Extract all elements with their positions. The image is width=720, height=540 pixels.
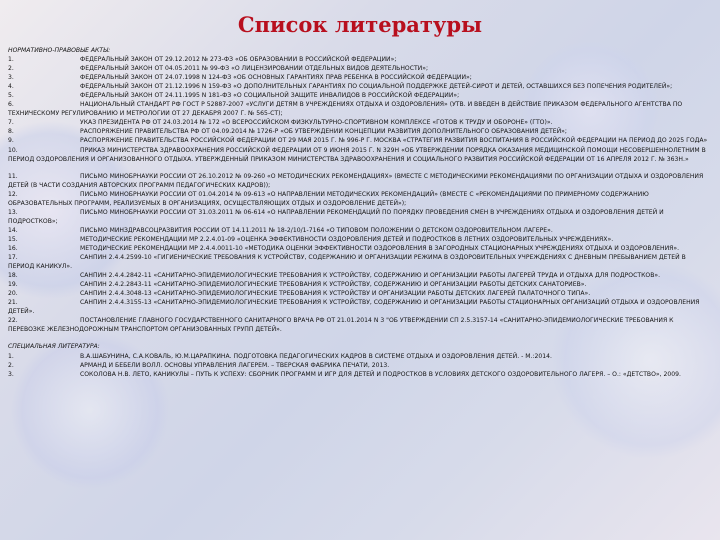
list-item <box>8 226 708 235</box>
item-text: МЕТОДИЧЕСКИЕ РЕКОМЕНДАЦИИ МР 2.4.4.0011-10 «МЕТОДИКА ОЦЕНКИ ЭФФЕКТИВНОСТИ ОЗДОРОВЛЕНИЯ В ЗАГОРОДНЫХ СТАЦИОНАРНЫХ УЧРЕЖДЕНИЯХ ОТДЫХА И ОЗДОРОВЛЕНИЯ». <box>80 244 680 252</box>
item-number: 20. <box>8 290 18 298</box>
item-number: 2. <box>8 361 14 369</box>
item-number: 18. <box>8 272 18 280</box>
list-item <box>8 136 708 145</box>
item-number: 11. <box>8 172 18 180</box>
list-item <box>8 370 708 379</box>
item-text: САНПИН 2.4.4.3048-13 «САНИТАРНО-ЭПИДЕМИОЛОГИЧЕСКИЕ ТРЕБОВАНИЯ К УСТРОЙСТВУ И ОРГАНИЗАЦИИ РАБОТЫ ДЕТСКИХ ЛАГЕРЕЙ ПАЛАТОЧНОГО ТИПА». <box>80 290 591 298</box>
item-number: 3. <box>8 74 14 82</box>
list-item <box>8 235 708 244</box>
item-text: СОКОЛОВА Н.В. ЛЕТО, КАНИКУЛЫ – ПУТЬ К УСПЕХУ: СБОРНИК ПРОГРАММ И ИГР ДЛЯ ДЕТЕЙ И ПОДРОСТКОВ В УСЛОВИЯХ ДЕТСКОГО ОЗДОРОВИТЕЛЬНОГО ЛАГЕРЯ. – О.: «ДЕТСТВО», 2009. <box>80 370 681 378</box>
item-text: САНПИН 2.4.4.2842-11 «САНИТАРНО-ЭПИДЕМИОЛОГИЧЕСКИЕ ТРЕБОВАНИЯ К УСТРОЙСТВУ, СОДЕРЖАНИЮ И ОРГАНИЗАЦИИ РАБОТЫ ЛАГЕРЕЙ ТРУДА И ОТДЫХА ДЛЯ ПОДРОСТКОВ». <box>80 272 661 280</box>
item-text: РАСПОРЯЖЕНИЕ ПРАВИТЕЛЬСТВА РФ ОТ 04.09.2014 № 1726-Р «ОБ УТВЕРЖДЕНИИ КОНЦЕПЦИИ РАЗВИТИЯ ДОПОЛНИТЕЛЬНОГО ОБРАЗОВАНИЯ ДЕТЕЙ»; <box>80 128 567 136</box>
list-item <box>8 289 708 298</box>
list-item <box>8 280 708 289</box>
item-text: В.А.ШАБУНИНА, С.А.КОВАЛЬ, Ю.М.ЦАРАПКИНА. ПОДГОТОВКА ПЕДАГОГИЧЕСКИХ КАДРОВ В СИСТЕМЕ ОТДЫХА И ОЗДОРОВЛЕНИЯ ДЕТЕЙ. - М.:2014. <box>80 352 552 360</box>
item-number: 14. <box>8 226 18 234</box>
list-item <box>8 91 708 100</box>
page-title: Список литературы <box>237 12 483 37</box>
section-heading-normative: НОРМАТИВНО-ПРАВОВЫЕ АКТЫ: <box>8 47 111 54</box>
list-item <box>8 352 708 361</box>
bibliography-list <box>8 46 708 379</box>
list-item <box>8 253 708 271</box>
item-number: 16. <box>8 244 18 252</box>
list-item <box>8 271 708 280</box>
list-item <box>8 73 708 82</box>
item-text: ФЕДЕРАЛЬНЫЙ ЗАКОН ОТ 29.12.2012 № 273-ФЗ «ОБ ОБРАЗОВАНИИ В РОССИЙСКОЙ ФЕДЕРАЦИИ»; <box>80 56 397 64</box>
item-number: 7. <box>8 119 14 127</box>
list-item <box>8 298 708 316</box>
item-text: САНПИН 2.4.4.2599-10 «ГИГИЕНИЧЕСКИЕ ТРЕБОВАНИЯ К УСТРОЙСТВУ, СОДЕРЖАНИЮ И ОРГАНИЗАЦИИ РЕЖИМА В ОЗДОРОВИТЕЛЬНЫХ УЧРЕЖДЕНИЯХ С ДНЕВНЫМ ПРЕБЫВАНИЕМ ДЕТЕЙ В ПЕРИОД КАНИКУЛ». <box>8 254 686 271</box>
list-item <box>8 172 708 190</box>
list-item <box>8 127 708 136</box>
item-number: 5. <box>8 92 14 100</box>
item-number: 8. <box>8 128 14 136</box>
item-number: 1. <box>8 352 14 360</box>
item-text: ПИСЬМО МИНЗДРАВСОЦРАЗВИТИЯ РОССИИ ОТ 14.11.2011 № 18-2/10/1-7164 «О ТИПОВОМ ПОЛОЖЕНИИ О ДЕТСКОМ ОЗДОРОВИТЕЛЬНОМ ЛАГЕРЕ». <box>80 226 553 234</box>
item-number: 13. <box>8 208 18 216</box>
item-text: ПИСЬМО МИНОБРНАУКИ РОССИИ ОТ 31.03.2011 № 06-614 «О НАПРАВЛЕНИИ РЕКОМЕНДАЦИЙ ПО ПОРЯДКУ ПРОВЕДЕНИЯ СМЕН В УЧРЕЖДЕНИЯХ ОТДЫХА И ОЗДОРОВЛЕНИЯ ДЕТЕЙ И ПОДРОСТКОВ»; <box>8 208 664 225</box>
special-literature-list <box>8 352 708 379</box>
list-item <box>8 190 708 208</box>
item-number: 10. <box>8 146 18 154</box>
list-item <box>8 100 708 118</box>
item-number: 17. <box>8 254 18 262</box>
item-text: ПИСЬМО МИНОБРНАУКИ РОССИИ ОТ 26.10.2012 № 09-260 «О МЕТОДИЧЕСКИХ РЕКОМЕНДАЦИЯХ» (ВМЕСТЕ С МЕТОДИЧЕСКИМИ РЕКОМЕНДАЦИЯМИ ПО ОРГАНИЗАЦИИ ОТДЫХА И ОЗДОРОВЛЕНИЯ ДЕТЕЙ (В ЧАСТИ СОЗДАНИЯ АВТОРСКИХ ПРОГРАММ ПЕДАГОГИЧЕСКИХ КАДРОВ)); <box>8 172 704 189</box>
letters-and-sanpin-list <box>8 172 708 335</box>
item-text: ФЕДЕРАЛЬНЫЙ ЗАКОН ОТ 21.12.1996 N 159-ФЗ «О ДОПОЛНИТЕЛЬНЫХ ГАРАНТИЯХ ПО СОЦИАЛЬНОЙ ПОДДЕРЖКЕ ДЕТЕЙ-СИРОТ И ДЕТЕЙ, ОСТАВШИХСЯ БЕЗ ПОПЕЧЕНИЯ РОДИТЕЛЕЙ»; <box>80 83 673 91</box>
item-text: САНПИН 2.4.2.2843-11 «САНИТАРНО-ЭПИДЕМИОЛОГИЧЕСКИЕ ТРЕБОВАНИЯ К УСТРОЙСТВУ, СОДЕРЖАНИЮ И ОРГАНИЗАЦИИ РАБОТЫ ДЕТСКИХ САНАТОРИЕВ». <box>80 281 587 289</box>
item-number: 9. <box>8 137 14 145</box>
item-number: 3. <box>8 370 14 378</box>
item-text: ФЕДЕРАЛЬНЫЙ ЗАКОН ОТ 24.07.1998 N 124-ФЗ «ОБ ОСНОВНЫХ ГАРАНТИЯХ ПРАВ РЕБЕНКА В РОССИЙСКОЙ ФЕДЕРАЦИИ»; <box>80 74 472 82</box>
item-number: 12. <box>8 190 18 198</box>
item-number: 21. <box>8 299 18 307</box>
item-text: ПОСТАНОВЛЕНИЕ ГЛАВНОГО ГОСУДАРСТВЕННОГО САНИТАРНОГО ВРАЧА РФ ОТ 21.01.2014 N 3 "ОБ УТВЕРЖДЕНИИ СП 2.5.3157-14 «САНИТАРНО-ЭПИДЕМИОЛОГИЧЕСКИЕ ТРЕБОВАНИЯ К ПЕРЕВОЗКЕ ЖЕЛЕЗНОДОРОЖНЫМ ТРАНСПОРТОМ ОРГАНИЗОВАННЫХ ГРУПП ДЕТЕЙ». <box>8 317 674 334</box>
item-text: ФЕДЕРАЛЬНЫЙ ЗАКОН ОТ 04.05.2011 № 99-ФЗ «О ЛИЦЕНЗИРОВАНИИ ОТДЕЛЬНЫХ ВИДОВ ДЕЯТЕЛЬНОСТИ»; <box>80 65 429 73</box>
item-text: РАСПОРЯЖЕНИЕ ПРАВИТЕЛЬСТВА РОССИЙСКОЙ ФЕДЕРАЦИИ ОТ 29 МАЯ 2015 Г. № 996-Р Г. МОСКВА «СТРАТЕГИЯ РАЗВИТИЯ ВОСПИТАНИЯ В РОССИЙСКОЙ ФЕДЕРАЦИИ НА ПЕРИОД ДО 2025 ГОДА» <box>80 137 708 145</box>
item-text: ПИСЬМО МИНОБРНАУКИ РОССИИ ОТ 01.04.2014 № 09-613 «О НАПРАВЛЕНИИ МЕТОДИЧЕСКИХ РЕКОМЕНДАЦИЙ» (ВМЕСТЕ С «РЕКОМЕНДАЦИЯМИ ПО ПРИМЕРНОМУ СОДЕРЖАНИЮ ОБРАЗОВАТЕЛЬНЫХ ПРОГРАММ, РЕАЛИЗУЕМЫХ В ОРГАНИЗАЦИЯХ, ОСУЩЕСТВЛЯЮЩИХ ОТДЫХ И ОЗДОРОВЛЕНИЕ ДЕТЕЙ»); <box>8 190 649 207</box>
list-item <box>8 361 708 370</box>
item-number: 6. <box>8 101 14 109</box>
item-number: 4. <box>8 83 14 91</box>
item-text: МЕТОДИЧЕСКИЕ РЕКОМЕНДАЦИИ МР 2.2.4.01-09 «ОЦЕНКА ЭФФЕКТИВНОСТИ ОЗДОРОВЛЕНИЯ ДЕТЕЙ И ПОДРОСТКОВ В ЛЕТНИХ ОЗДОРОВИТЕЛЬНЫХ УЧРЕЖДЕНИЯХ». <box>80 235 614 243</box>
item-number: 2. <box>8 65 14 73</box>
item-number: 1. <box>8 56 14 64</box>
item-text: АРМАНД И БЕБЕЛИ ВОЛЛ. ОСНОВЫ УПРАВЛЕНИЯ ЛАГЕРЕМ. – ТВЕРСКАЯ ФАБРИКА ПЕЧАТИ, 2013. <box>80 361 390 369</box>
item-text: УКАЗ ПРЕЗИДЕНТА РФ ОТ 24.03.2014 № 172 «О ВСЕРОССИЙСКОМ ФИЗКУЛЬТУРНО-СПОРТИВНОМ КОМПЛЕКСЕ «ГОТОВ К ТРУДУ И ОБОРОНЕ» (ГТО)». <box>80 119 553 127</box>
item-text: ПРИКАЗ МИНИСТЕРСТВА ЗДРАВООХРАНЕНИЯ РОССИЙСКОЙ ФЕДЕРАЦИИ ОТ 9 ИЮНЯ 2015 Г. N 329Н «ОБ УТВЕРЖДЕНИИ ПОРЯДКА ОКАЗАНИЯ МЕДИЦИНСКОЙ ПОМОЩИ НЕСОВЕРШЕННОЛЕТНИМ В ПЕРИОД ОЗДОРОВЛЕНИЯ И ОРГАНИЗОВАННОГО ОТДЫХА. УТВЕРЖДЕННЫЙ ПРИКАЗОМ МИНИСТЕРСТВА ЗДРАВООХРАНЕНИЯ И СОЦИАЛЬНОГО РАЗВИТИЯ РОССИЙСКОЙ ФЕДЕРАЦИИ ОТ 16 АПРЕЛЯ 2012 Г. № 363Н.» <box>8 146 706 163</box>
list-item <box>8 64 708 73</box>
list-item <box>8 118 708 127</box>
list-item <box>8 208 708 226</box>
item-number: 15. <box>8 235 18 243</box>
item-text: ФЕДЕРАЛЬНЫЙ ЗАКОН ОТ 24.11.1995 N 181-ФЗ «О СОЦИАЛЬНОЙ ЗАЩИТЕ ИНВАЛИДОВ В РОССИЙСКОЙ ФЕДЕРАЦИИ»; <box>80 92 460 100</box>
list-item <box>8 316 708 334</box>
normative-acts-list <box>8 55 708 164</box>
section-heading-special: СПЕЦИАЛЬНАЯ ЛИТЕРАТУРА: <box>8 343 100 351</box>
item-text: НАЦИОНАЛЬНЫЙ СТАНДАРТ РФ ГОСТ Р 52887-2007 «УСЛУГИ ДЕТЯМ В УЧРЕЖДЕНИЯХ ОТДЫХА И ОЗДОРОВЛЕНИЯ» (УТВ. И ВВЕДЕН В ДЕЙСТВИЕ ПРИКАЗОМ ФЕДЕРАЛЬНОГО АГЕНТСТВА ПО ТЕХНИЧЕСКОМУ РЕГУЛИРОВАНИЮ И МЕТРОЛОГИИ ОТ 27 ДЕКАБРЯ 2007 Г. № 565-СТ); <box>8 101 683 118</box>
list-item <box>8 55 708 64</box>
list-item <box>8 244 708 253</box>
item-number: 19. <box>8 281 18 289</box>
item-text: САНПИН 2.4.4.3155-13 «САНИТАРНО-ЭПИДЕМИОЛОГИЧЕСКИЕ ТРЕБОВАНИЯ К УСТРОЙСТВУ, СОДЕРЖАНИЮ И ОРГАНИЗАЦИИ РАБОТЫ СТАЦИОНАРНЫХ ОРГАНИЗАЦИЙ ОТДЫХА И ОЗДОРОВЛЕНИЯ ДЕТЕЙ». <box>8 299 700 316</box>
list-item <box>8 82 708 91</box>
list-item <box>8 146 708 164</box>
item-number: 22. <box>8 317 18 325</box>
